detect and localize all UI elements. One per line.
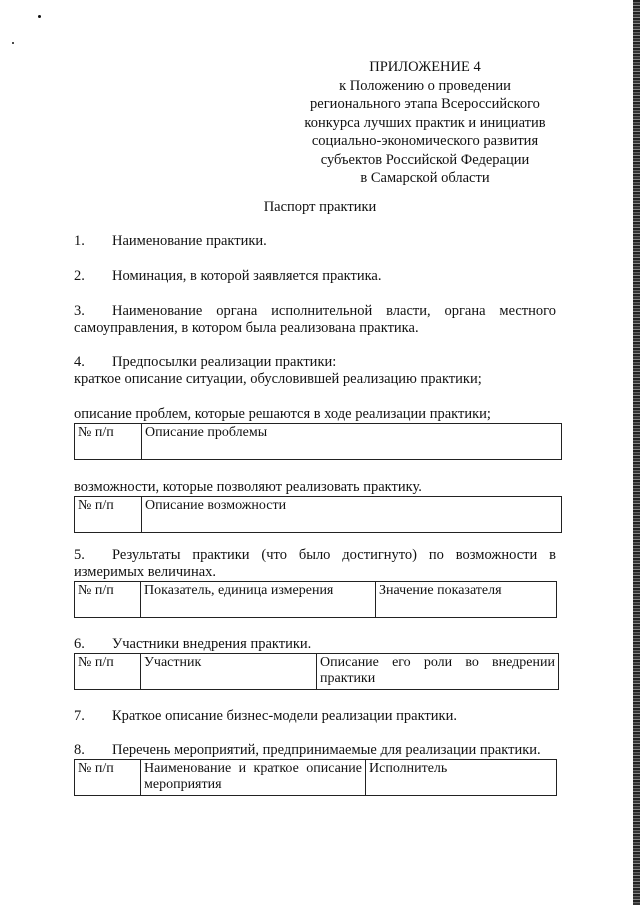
- item-8: [74, 742, 556, 759]
- events-table: [74, 759, 557, 796]
- cell-executor-header: Исполнитель: [366, 760, 557, 796]
- document-title: Паспорт практики: [263, 199, 377, 215]
- item-number: 1.: [74, 233, 85, 249]
- header-line: регионального этапа Всероссийского: [310, 96, 540, 112]
- item-1: [74, 233, 556, 250]
- item-number: 2.: [74, 268, 85, 284]
- header-line: конкурса лучших практик и инициатив: [304, 114, 546, 131]
- item-text: Перечень мероприятий, предпринимаемые для реализации практики.: [112, 742, 541, 758]
- header-line: к Положению о проведении: [339, 77, 511, 94]
- item-text: Предпосылки реализации практики:: [112, 354, 337, 370]
- cell-problem-header: Описание проблемы: [142, 424, 562, 460]
- item-text: Номинация, в которой заявляется практика.: [112, 268, 382, 284]
- problems-table: [74, 423, 562, 460]
- opportunities-table: [74, 496, 562, 533]
- item-4: [74, 354, 556, 371]
- cell-indicator-header: Показатель, единица измерения: [141, 582, 376, 618]
- cell-value-header: Значение показателя: [376, 582, 557, 618]
- cell-number-header: № п/п: [75, 424, 142, 460]
- item-4-continuation: краткое описание ситуации, обусловившей реализацию практики;: [74, 371, 482, 387]
- item-text: Участники внедрения практики.: [112, 636, 312, 652]
- cell-number-header: № п/п: [75, 760, 141, 796]
- item-text: Результаты практики (что было достигнуто) по возможности в: [112, 547, 556, 563]
- opportunities-intro: возможности, которые позволяют реализовать практику.: [74, 479, 422, 495]
- cell-number-header: № п/п: [75, 497, 142, 533]
- item-number: 8.: [74, 742, 85, 758]
- cell-number-header: № п/п: [75, 654, 141, 690]
- item-2: [74, 268, 556, 285]
- cell-participant-header: Участник: [141, 654, 317, 690]
- scan-speck: [38, 15, 41, 18]
- item-text: Наименование органа исполнительной власти, органа местного: [112, 303, 556, 319]
- item-number: 3.: [74, 303, 85, 319]
- results-table: [74, 581, 557, 618]
- item-text: Наименование практики.: [112, 233, 267, 249]
- header-line: социально-экономического развития: [311, 133, 539, 149]
- scan-speck: [12, 42, 14, 44]
- item-5: [74, 547, 556, 564]
- cell-role-header: Описание его роли во внедрении практики: [317, 654, 559, 690]
- item-3-continuation: самоуправления, в котором была реализована практика.: [74, 320, 419, 336]
- item-number: 4.: [74, 354, 85, 370]
- header-line: субъектов Российской Федерации: [320, 151, 530, 168]
- appendix-header: [300, 58, 550, 188]
- cell-event-header: Наименование и краткое описание мероприятия: [141, 760, 366, 796]
- cell-number-header: № п/п: [75, 582, 141, 618]
- item-7: [74, 708, 556, 725]
- item-text: Краткое описание бизнес-модели реализации практики.: [112, 708, 457, 724]
- appendix-number: ПРИЛОЖЕНИЕ 4: [369, 59, 481, 75]
- problems-intro: описание проблем, которые решаются в ходе реализации практики;: [74, 406, 491, 422]
- scan-edge: [633, 0, 640, 905]
- item-3: [74, 303, 556, 320]
- participants-table: [74, 653, 559, 690]
- item-number: 5.: [74, 547, 85, 563]
- item-6: [74, 636, 556, 653]
- cell-opportunity-header: Описание возможности: [142, 497, 562, 533]
- item-number: 6.: [74, 636, 85, 652]
- header-line: в Самарской области: [360, 170, 490, 186]
- item-5-continuation: измеримых величинах.: [74, 564, 217, 580]
- item-number: 7.: [74, 708, 85, 724]
